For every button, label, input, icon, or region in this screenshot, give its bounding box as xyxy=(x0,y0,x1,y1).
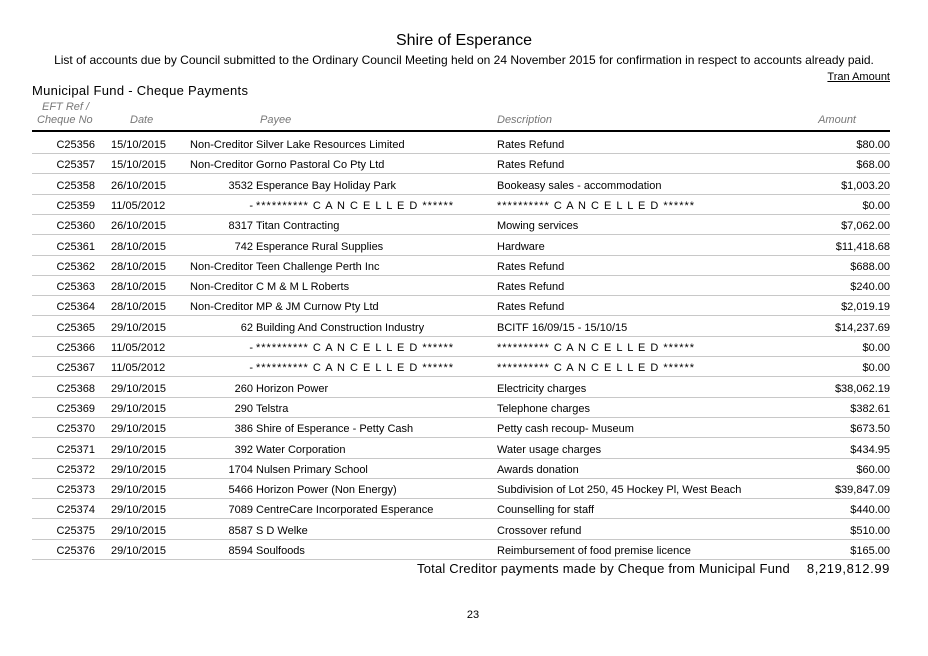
payment-description: Rates Refund xyxy=(497,301,565,314)
creditor-code: - xyxy=(249,362,253,375)
payment-description: Hardware xyxy=(497,240,545,253)
table-row xyxy=(32,275,890,296)
payment-date: 29/10/2015 xyxy=(111,484,167,497)
payment-amount: $2,019.19 xyxy=(841,301,890,314)
table-row xyxy=(32,133,890,154)
header-divider xyxy=(32,130,890,132)
total-value: 8,219,812.99 xyxy=(806,561,890,576)
creditor-code: 3532 xyxy=(228,179,253,192)
payment-description: Telephone charges xyxy=(497,402,590,415)
creditor-code: 8594 xyxy=(228,545,253,557)
payee-name: Telstra xyxy=(256,402,289,415)
payment-amount: $688.00 xyxy=(850,260,890,273)
column-header-amount: Amount xyxy=(818,114,856,126)
payment-date: 29/10/2015 xyxy=(111,321,167,334)
payment-amount: $68.00 xyxy=(856,159,890,172)
payment-date: 11/05/2012 xyxy=(111,362,166,375)
table-row xyxy=(32,336,890,357)
payment-amount: $60.00 xyxy=(856,463,890,476)
table-row xyxy=(32,316,890,337)
cheque-ref: C25366 xyxy=(56,342,95,354)
cheque-ref: C25368 xyxy=(56,382,95,395)
payment-amount: $80.00 xyxy=(856,139,890,151)
payment-amount: $440.00 xyxy=(850,504,890,517)
cheque-ref: C25369 xyxy=(56,402,95,415)
creditor-code: Non-Creditor xyxy=(190,159,253,172)
table-row xyxy=(32,214,890,235)
payment-amount: $673.50 xyxy=(850,423,890,436)
cheque-ref: C25371 xyxy=(56,443,95,456)
payment-amount: $510.00 xyxy=(850,524,890,537)
payee-name: Building And Construction Industry xyxy=(256,321,425,334)
payment-date: 26/10/2015 xyxy=(111,179,167,192)
tran-amount-label: Tran Amount xyxy=(827,71,890,83)
table-row xyxy=(32,417,890,438)
payee-name: ********** C A N C E L L E D ****** xyxy=(256,362,455,375)
payment-date: 28/10/2015 xyxy=(111,281,167,294)
payment-date: 15/10/2015 xyxy=(111,139,167,151)
table-row xyxy=(32,194,890,215)
payee-name: Teen Challenge Perth Inc xyxy=(256,260,380,273)
page-subtitle: List of accounts due by Council submitted to the Ordinary Council Meeting held on 24 November 2015 for confirmation in respect to accounts already paid. xyxy=(54,53,874,67)
payment-description: ********** C A N C E L L E D ****** xyxy=(497,199,696,212)
payee-name: C M & M L Roberts xyxy=(256,281,350,294)
cheque-ref: C25365 xyxy=(56,321,95,334)
payment-description: ********** C A N C E L L E D ****** xyxy=(497,342,696,354)
payment-description: Crossover refund xyxy=(497,524,582,537)
cheque-ref: C25358 xyxy=(56,179,95,192)
payment-amount: $0.00 xyxy=(862,199,890,212)
table-row xyxy=(32,539,890,560)
payee-name: MP & JM Curnow Pty Ltd xyxy=(256,301,379,314)
payee-name: CentreCare Incorporated Esperance xyxy=(256,504,434,517)
cheque-ref: C25357 xyxy=(56,159,95,172)
payment-amount: $39,847.09 xyxy=(834,484,890,497)
cheque-ref: C25370 xyxy=(56,423,95,436)
creditor-code: - xyxy=(249,342,253,354)
payment-description: ********** C A N C E L L E D ****** xyxy=(497,362,696,375)
creditor-code: 260 xyxy=(234,382,253,395)
table-row xyxy=(32,255,890,276)
creditor-code: 5466 xyxy=(228,484,253,497)
payment-description: Rates Refund xyxy=(497,281,565,294)
creditor-code: 386 xyxy=(234,423,253,436)
payment-description: Rates Refund xyxy=(497,139,565,151)
payment-amount: $38,062.19 xyxy=(834,382,890,395)
payment-amount: $240.00 xyxy=(850,281,890,294)
cheque-ref: C25356 xyxy=(56,139,95,151)
payment-amount: $0.00 xyxy=(862,342,890,354)
creditor-code: 7089 xyxy=(228,504,253,517)
payee-name: Esperance Rural Supplies xyxy=(256,240,384,253)
table-row xyxy=(32,458,890,479)
payment-date: 28/10/2015 xyxy=(111,260,167,273)
payee-name: Horizon Power (Non Energy) xyxy=(256,484,397,497)
payment-description: Rates Refund xyxy=(497,159,565,172)
payment-date: 26/10/2015 xyxy=(111,220,167,233)
table-row xyxy=(32,519,890,540)
creditor-code: 742 xyxy=(234,240,253,253)
table-row xyxy=(32,356,890,377)
payment-description: Counselling for staff xyxy=(497,504,595,517)
payee-name: Horizon Power xyxy=(256,382,329,395)
page-number: 23 xyxy=(466,609,480,621)
table-row xyxy=(32,174,890,195)
payment-date: 29/10/2015 xyxy=(111,382,167,395)
payment-description: Electricity charges xyxy=(497,382,587,395)
cheque-ref: C25359 xyxy=(56,199,95,212)
cheque-ref: C25376 xyxy=(56,545,95,557)
table-row xyxy=(32,498,890,519)
payment-amount: $11,418.68 xyxy=(835,240,890,253)
payment-description: BCITF 16/09/15 - 15/10/15 xyxy=(497,321,628,334)
payee-name: Soulfoods xyxy=(256,545,305,557)
creditor-code: 1704 xyxy=(228,463,253,476)
payment-date: 11/05/2012 xyxy=(111,342,166,354)
payment-date: 28/10/2015 xyxy=(111,240,167,253)
cheque-ref: C25363 xyxy=(56,281,95,294)
cheque-ref: C25364 xyxy=(56,301,95,314)
page-title: Shire of Esperance xyxy=(395,32,533,49)
column-header-date: Date xyxy=(130,114,154,126)
payment-amount: $7,062.00 xyxy=(841,220,890,233)
cheque-ref: C25372 xyxy=(56,463,95,476)
payment-date: 29/10/2015 xyxy=(111,504,167,517)
cheque-ref: C25375 xyxy=(56,524,95,537)
payment-date: 15/10/2015 xyxy=(111,159,167,172)
creditor-code: Non-Creditor xyxy=(190,281,253,294)
payment-date: 29/10/2015 xyxy=(111,402,167,415)
payee-name: ********** C A N C E L L E D ****** xyxy=(256,342,455,354)
payee-name: Water Corporation xyxy=(256,443,346,456)
column-header-ref-line2: Cheque No xyxy=(37,114,93,126)
cheque-ref: C25362 xyxy=(56,260,95,273)
payee-name: Gorno Pastoral Co Pty Ltd xyxy=(256,159,385,172)
table-row xyxy=(32,153,890,174)
payment-date: 29/10/2015 xyxy=(111,443,167,456)
table-row xyxy=(32,438,890,459)
payee-name: Nulsen Primary School xyxy=(256,463,368,476)
total-label: Total Creditor payments made by Cheque from Municipal Fund xyxy=(417,561,790,576)
cheque-ref: C25361 xyxy=(56,240,95,253)
cheque-ref: C25373 xyxy=(56,484,95,497)
column-header-payee: Payee xyxy=(260,114,292,126)
creditor-code: Non-Creditor xyxy=(190,301,253,314)
payee-name: Shire of Esperance - Petty Cash xyxy=(256,423,414,436)
column-header-description: Description xyxy=(497,114,553,126)
table-row xyxy=(32,397,890,418)
payment-description: Subdivision of Lot 250, 45 Hockey Pl, West Beach xyxy=(497,484,742,497)
payment-date: 28/10/2015 xyxy=(111,301,167,314)
fund-heading: Municipal Fund - Cheque Payments xyxy=(32,83,249,98)
cheque-ref: C25367 xyxy=(56,362,95,375)
payment-amount: $14,237.69 xyxy=(834,321,890,334)
creditor-code: 8587 xyxy=(228,524,253,537)
payment-date: 29/10/2015 xyxy=(111,423,167,436)
payee-name: Silver Lake Resources Limited xyxy=(256,139,405,151)
payment-date: 29/10/2015 xyxy=(111,463,167,476)
payment-amount: $165.00 xyxy=(850,545,890,557)
payment-description: Reimbursement of food premise licence xyxy=(497,545,691,557)
cheque-ref: C25360 xyxy=(56,220,95,233)
payee-name: Esperance Bay Holiday Park xyxy=(256,179,397,192)
cheque-ref: C25374 xyxy=(56,504,95,517)
creditor-code: 290 xyxy=(234,402,253,415)
creditor-code: Non-Creditor xyxy=(190,139,253,151)
payment-description: Water usage charges xyxy=(497,443,602,456)
payment-description: Awards donation xyxy=(497,463,579,476)
payment-date: 29/10/2015 xyxy=(111,545,167,557)
payment-amount: $1,003.20 xyxy=(841,179,890,192)
payment-date: 11/05/2012 xyxy=(111,199,166,212)
payment-description: Petty cash recoup- Museum xyxy=(497,423,634,436)
payee-name: S D Welke xyxy=(256,524,308,537)
payee-name: Titan Contracting xyxy=(256,220,340,233)
creditor-code: 62 xyxy=(240,321,253,334)
table-row xyxy=(32,295,890,316)
payment-amount: $382.61 xyxy=(850,402,890,415)
table-row xyxy=(32,377,890,398)
creditor-code: 392 xyxy=(234,443,253,456)
payment-description: Mowing services xyxy=(497,220,579,233)
payment-amount: $0.00 xyxy=(862,362,890,375)
creditor-code: - xyxy=(249,199,253,212)
column-header-ref-line1: EFT Ref / xyxy=(42,101,90,113)
payee-name: ********** C A N C E L L E D ****** xyxy=(256,199,455,212)
payment-amount: $434.95 xyxy=(850,443,890,456)
payment-description: Bookeasy sales - accommodation xyxy=(497,179,662,192)
creditor-code: Non-Creditor xyxy=(190,260,253,273)
payment-description: Rates Refund xyxy=(497,260,565,273)
table-row xyxy=(32,478,890,499)
table-row xyxy=(32,235,890,256)
payment-date: 29/10/2015 xyxy=(111,524,167,537)
creditor-code: 8317 xyxy=(228,220,253,233)
